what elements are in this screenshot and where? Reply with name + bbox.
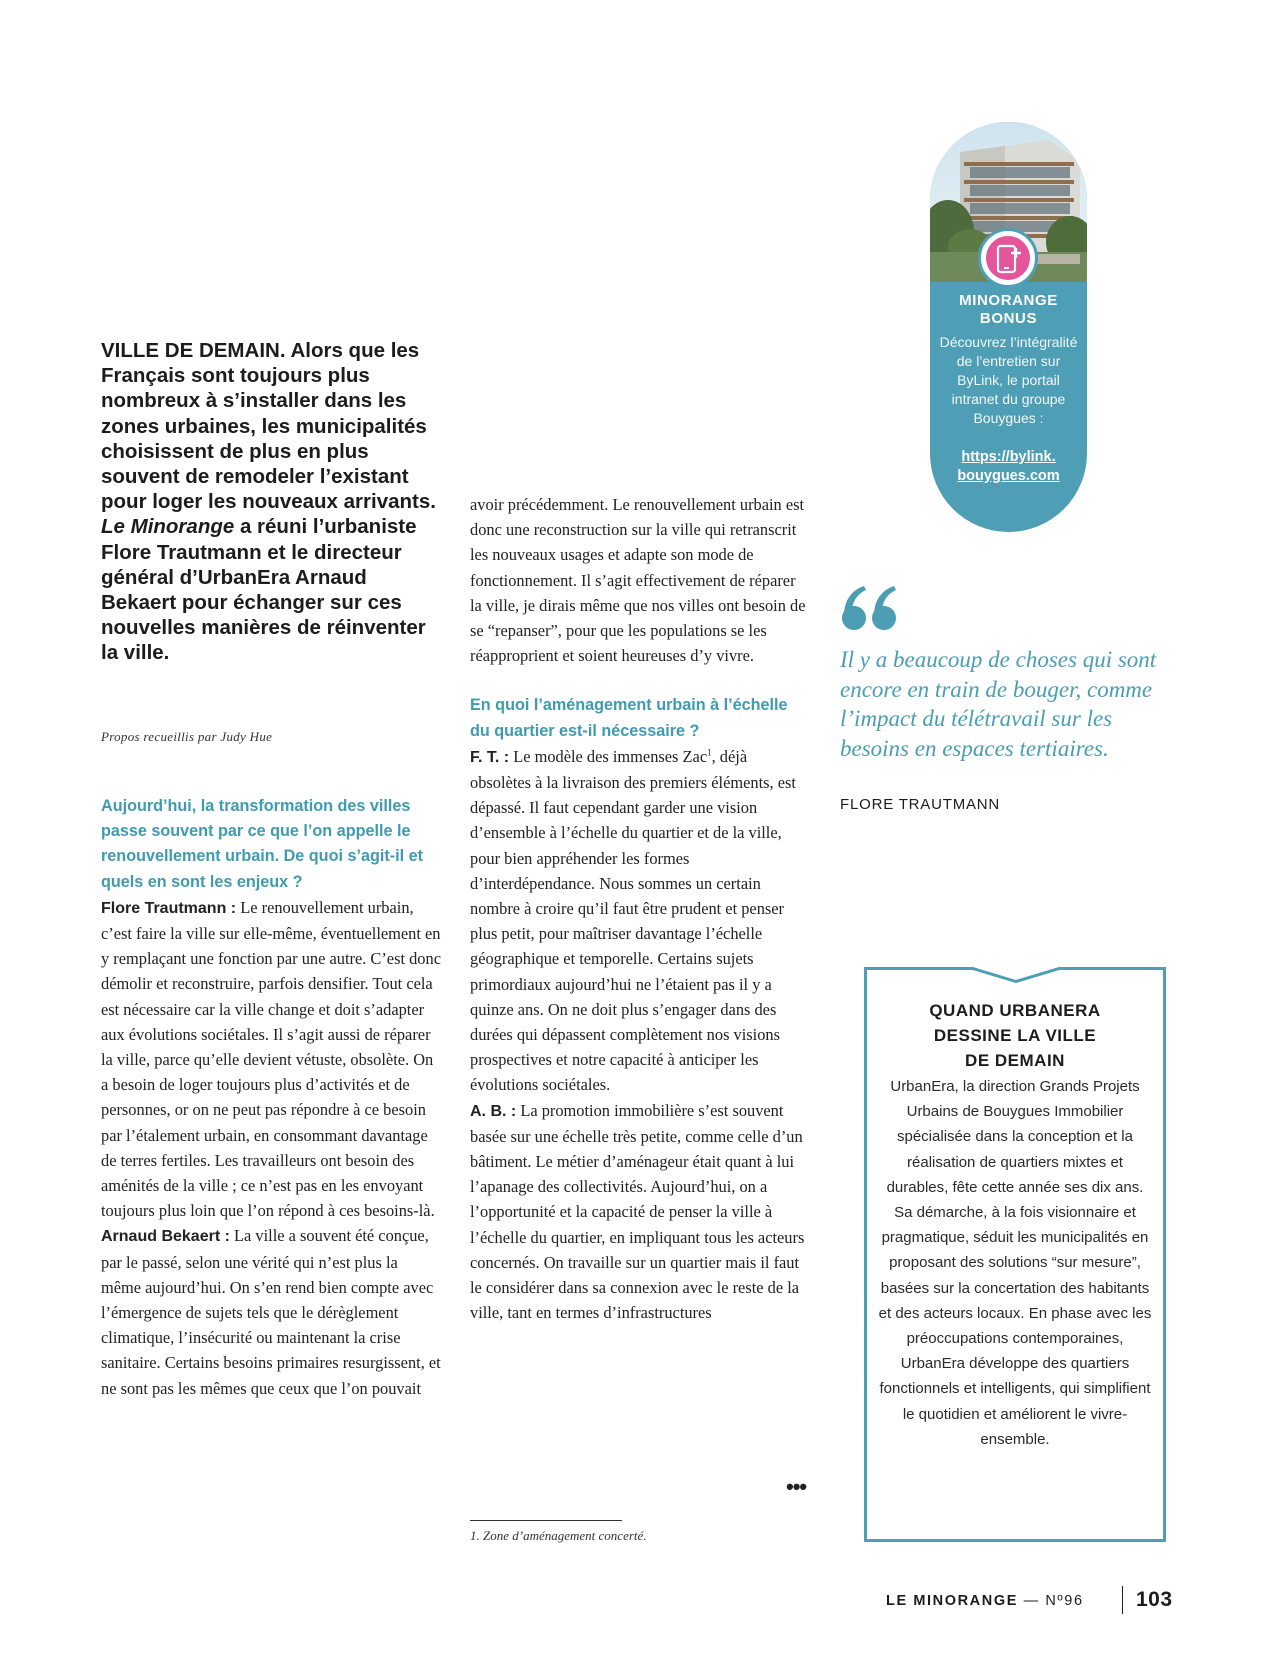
footnote: 1. Zone d’aménagement concerté. (470, 1528, 647, 1543)
speaker-name: A. B. : (470, 1102, 517, 1120)
speaker-name: Flore Trautmann : (101, 899, 237, 917)
footer-magazine-name: LE MINORANGE (886, 1593, 1018, 1609)
box-title-line-1: QUAND URBANERA (929, 1001, 1101, 1020)
answer-text: Le modèle des immenses Zac (509, 746, 708, 766)
intro-lead (101, 338, 441, 666)
minorange-bonus-pill (930, 122, 1087, 532)
page-number: 103 (1136, 1588, 1173, 1611)
answer-ft-2 (470, 744, 810, 1098)
answer-flore-trautmann (101, 895, 441, 1224)
mobile-plus-icon (978, 228, 1038, 288)
speaker-name: F. T. : (470, 748, 510, 766)
question-1: Aujourd’hui, la transformation des villes passe souvent par ce que l’on appelle le renouvellement urbain. De quoi s’agit-il et quels en sont les enjeux ? (101, 797, 424, 891)
box-notch (973, 967, 1059, 983)
answer-text: Le renouvellement urbain, c’est faire la ville sur elle-même, éventuellement en y remplaçant une fonction par une autre. C’est donc démolir et reconstruire, parfois densifier. Tout cela est nécessaire car la ville change et doit s’adapter aux évolutions sociétales. Il s’agit aussi de réparer la ville, parce qu’elle devient vétuste, obsolète. On a besoin de loger toujours plus d’activités et de personnes, or on ne peut pas répondre à ce besoin par l’étalement urbain, en consommant davantage de terres fertiles. Les travailleurs ont besoin des aménités de la ville ; ce n’est pas en les envoyant toujours plus loin que l’on répond à ces besoins-là. (101, 897, 441, 1221)
footer-magazine (886, 1593, 1084, 1609)
bonus-title (930, 292, 1087, 328)
bonus-title-line-2: BONUS (979, 310, 1038, 327)
bonus-text: Découvrez l’intégralité de l’entretien sur ByLink, le portail intranet du groupe Bouygues : (939, 334, 1078, 426)
answer-ab-2 (470, 1098, 810, 1326)
bylink-link-line-1[interactable]: https://bylink. (961, 449, 1056, 465)
pull-quote: Il y a beaucoup de choses qui sont encore en train de bouger, comme l’impact du télétravail sur les besoins en espaces tertiaires. (840, 647, 1157, 761)
bylink-link[interactable] (930, 448, 1087, 486)
urbanera-box-text: UrbanEra, la direction Grands Projets Urbains de Bouygues Immobilier spécialisée dans la conception et la réalisation de quartiers mixtes et durables, fête cette année ses dix ans. Sa démarche, à la fois visionnaire et pragmatique, séduit les municipalités en proposant des solutions “sur mesure”, basées sur la concertation des habitants et des acteurs locaux. En phase avec les préoccupations contemporaines, UrbanEra développe des quartiers fonctionnels et intelligents, qui simplifient le quotidien et améliorent le vivre-ensemble. (878, 1078, 1152, 1448)
continue-marker: ••• (786, 1474, 807, 1499)
answer-continuation: avoir précédemment. Le renouvellement urbain est donc une reconstruction sur la ville qui retranscrit les nouveaux usages et adapte son mode de fonctionnement. Il s’agit effectivement de réparer la ville, je dirais même que nos villes ont besoin de se “repanser”, pour que les populations se les réapproprient et soient heureuses d’y vivre. (470, 495, 806, 666)
footnote-marker: 1 (707, 747, 712, 758)
article-column-2 (470, 492, 810, 1326)
speaker-name: Arnaud Bekaert : (101, 1228, 230, 1246)
question-2: En quoi l’aménagement urbain à l’échelle du quartier est-il nécessaire ? (470, 696, 788, 740)
pull-quote-author: FLORE TRAUTMANN (840, 796, 1001, 813)
answer-text: , déjà obsolètes à la livraison des premiers éléments, est dépassé. Il faut cependant garder une vision d’ensemble à l’échelle du quartier et de la ville, pour bien appréhender les formes d’interdépendance. Nous sommes un certain nombre à croire qu’il faut être prudent et penser plus petit, pour maîtriser davantage l’échelle géographique et temporelle. Certains sujets primordiaux aujourd’hui ne l’étaient pas il y a quinze ans. On ne doit plus s’engager dans des durées qui dépassent complètement nos visions prospectives et notre capacité à anticiper les évolutions sociétales. (470, 746, 796, 1095)
bylink-link-line-2[interactable]: bouygues.com (957, 468, 1060, 484)
answer-text: La ville a souvent été conçue, par le passé, selon une vérité qui n’est plus la même aujourd’hui. On s’en rend bien compte avec l’émergence de sujets tels que le dérèglement climatique, l’insécurité ou maintenant la crise sanitaire. Certains besoins primaires resurgissent, et ne sont pas les mêmes que ceux que l’on pouvait (101, 1226, 441, 1398)
quote-mark-icon (840, 586, 900, 632)
intro-text-2: a réuni l’urbaniste Flore Trautmann et le directeur général d’UrbanEra Arnaud Bekaert pour échanger sur ces nouvelles manières de réinventer la ville. (101, 515, 426, 665)
bonus-title-line-1: MINORANGE (959, 292, 1058, 309)
urbanera-box-title (864, 998, 1166, 1073)
article-column-1 (101, 794, 441, 1401)
intro-magazine-name: Le Minorange (101, 515, 235, 539)
box-title-line-3: DE DEMAIN (965, 1051, 1065, 1070)
answer-text: La promotion immobilière s’est souvent basée sur une échelle très petite, comme celle d’un bâtiment. Le métier d’aménageur était quant à lui l’apanage des collectivités. Aujourd’hui, on a l’opportunité et la capacité de penser la ville à l’échelle du quartier, en impliquant tous les acteurs concernés. On travaille sur un quartier mais il faut le considérer dans sa connexion avec le reste de la ville, tant en termes d’infrastructures (470, 1100, 805, 1323)
footnote-rule (470, 1520, 622, 1521)
intro-kicker: VILLE DE DEMAIN. (101, 339, 286, 362)
answer-arnaud-bekaert (101, 1223, 441, 1400)
footer-separator (1122, 1586, 1123, 1614)
footer-issue: — Nº96 (1017, 1593, 1084, 1609)
intro-text-1: Alors que les Français sont toujours plus nombreux à s’installer dans les zones urbaines, les municipalités choisissent de plus en plus souvent de remodeler l’existant pour loger les nouveaux arrivants. (101, 339, 436, 514)
box-title-line-2: DESSINE LA VILLE (933, 1026, 1097, 1045)
byline: Propos recueillis par Judy Hue (101, 729, 273, 744)
